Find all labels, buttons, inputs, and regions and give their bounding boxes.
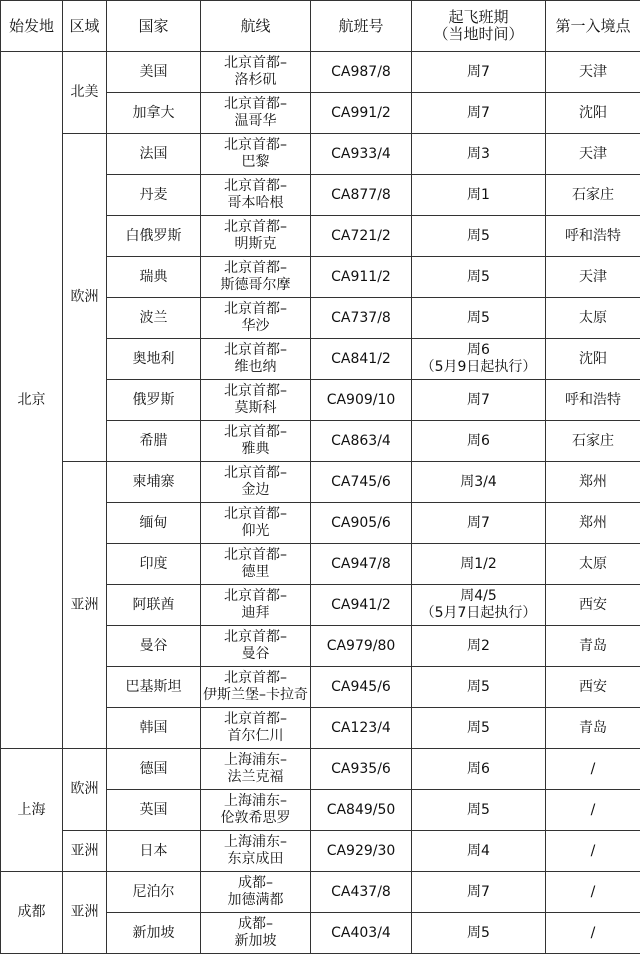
schedule-cell: [412, 339, 546, 380]
route-destination: 法兰克福: [201, 769, 310, 786]
flight-number-cell: CA403/4: [311, 913, 412, 954]
schedule-cell: [412, 626, 546, 667]
table-row: [1, 52, 640, 93]
header-schedule-line2: （当地时间）: [412, 26, 545, 43]
schedule-day: 周1: [412, 187, 545, 204]
schedule-cell: [412, 93, 546, 134]
header-flight: 航班号: [311, 1, 412, 52]
schedule-day: 周7: [412, 515, 545, 532]
route-destination: 曼谷: [201, 646, 310, 663]
table-row: [1, 831, 640, 872]
region-cell: 亚洲: [63, 462, 107, 749]
entry-point-cell: 太原: [546, 544, 640, 585]
route-destination: 温哥华: [201, 113, 310, 130]
entry-point-cell: /: [546, 872, 640, 913]
route-destination: 仰光: [201, 523, 310, 540]
flight-number-cell: CA979/80: [311, 626, 412, 667]
schedule-cell: [412, 134, 546, 175]
flight-number-cell: CA745/6: [311, 462, 412, 503]
route-origin: 上海浦东–: [201, 752, 310, 769]
entry-point-cell: 天津: [546, 134, 640, 175]
schedule-cell: [412, 831, 546, 872]
route-origin: 上海浦东–: [201, 834, 310, 851]
route-cell: [201, 339, 311, 380]
schedule-day: 周6: [412, 761, 545, 778]
table-row: [1, 134, 640, 175]
schedule-cell: [412, 257, 546, 298]
route-origin: 北京首都–: [201, 301, 310, 318]
region-cell: 欧洲: [63, 134, 107, 462]
entry-point-cell: /: [546, 831, 640, 872]
region-cell: 北美: [63, 52, 107, 134]
schedule-day: 周7: [412, 392, 545, 409]
country-cell: 曼谷: [107, 626, 201, 667]
route-cell: [201, 708, 311, 749]
route-cell: [201, 667, 311, 708]
route-origin: 成都–: [201, 875, 310, 892]
flight-number-cell: CA849/50: [311, 790, 412, 831]
route-destination: 东京成田: [201, 851, 310, 868]
schedule-note: （5月9日起执行）: [412, 359, 545, 376]
schedule-day: 周4: [412, 843, 545, 860]
route-origin: 北京首都–: [201, 342, 310, 359]
region-cell: 欧洲: [63, 749, 107, 831]
route-origin: 北京首都–: [201, 711, 310, 728]
flight-number-cell: CA945/6: [311, 667, 412, 708]
route-destination: 莫斯科: [201, 400, 310, 417]
route-cell: [201, 872, 311, 913]
route-cell: [201, 544, 311, 585]
entry-point-cell: /: [546, 790, 640, 831]
flight-number-cell: CA737/8: [311, 298, 412, 339]
table-row: [1, 872, 640, 913]
country-cell: 希腊: [107, 421, 201, 462]
entry-point-cell: 郑州: [546, 503, 640, 544]
schedule-cell: [412, 421, 546, 462]
route-cell: [201, 175, 311, 216]
schedule-cell: [412, 380, 546, 421]
route-origin: 北京首都–: [201, 96, 310, 113]
country-cell: 丹麦: [107, 175, 201, 216]
entry-point-cell: 沈阳: [546, 93, 640, 134]
route-cell: [201, 93, 311, 134]
region-cell: 亚洲: [63, 872, 107, 954]
header-country: 国家: [107, 1, 201, 52]
route-destination: 雅典: [201, 441, 310, 458]
route-origin: 北京首都–: [201, 178, 310, 195]
country-cell: 巴基斯坦: [107, 667, 201, 708]
schedule-cell: [412, 749, 546, 790]
country-cell: 缅甸: [107, 503, 201, 544]
flight-number-cell: CA909/10: [311, 380, 412, 421]
schedule-day: 周6: [412, 342, 545, 359]
origin-cell: 上海: [1, 749, 63, 872]
schedule-cell: [412, 298, 546, 339]
header-entry: 第一入境点: [546, 1, 640, 52]
entry-point-cell: 石家庄: [546, 175, 640, 216]
schedule-day: 周5: [412, 802, 545, 819]
region-cell: 亚洲: [63, 831, 107, 872]
schedule-cell: [412, 913, 546, 954]
header-route: 航线: [201, 1, 311, 52]
route-cell: [201, 585, 311, 626]
flight-number-cell: CA721/2: [311, 216, 412, 257]
route-cell: [201, 462, 311, 503]
route-destination: 维也纳: [201, 359, 310, 376]
schedule-day: 周2: [412, 638, 545, 655]
entry-point-cell: 郑州: [546, 462, 640, 503]
route-origin: 北京首都–: [201, 383, 310, 400]
route-origin: 北京首都–: [201, 629, 310, 646]
flight-number-cell: CA987/8: [311, 52, 412, 93]
country-cell: 尼泊尔: [107, 872, 201, 913]
route-destination: 伊斯兰堡–卡拉奇: [201, 687, 310, 704]
route-origin: 北京首都–: [201, 55, 310, 72]
route-cell: [201, 380, 311, 421]
route-origin: 北京首都–: [201, 424, 310, 441]
country-cell: 白俄罗斯: [107, 216, 201, 257]
schedule-day: 周1/2: [412, 556, 545, 573]
route-origin: 北京首都–: [201, 506, 310, 523]
entry-point-cell: 青岛: [546, 626, 640, 667]
schedule-day: 周5: [412, 269, 545, 286]
route-destination: 金边: [201, 482, 310, 499]
schedule-day: 周7: [412, 884, 545, 901]
flight-number-cell: CA863/4: [311, 421, 412, 462]
route-destination: 哥本哈根: [201, 195, 310, 212]
entry-point-cell: 青岛: [546, 708, 640, 749]
schedule-day: 周3: [412, 146, 545, 163]
flight-number-cell: CA935/6: [311, 749, 412, 790]
route-origin: 北京首都–: [201, 547, 310, 564]
route-cell: [201, 831, 311, 872]
flight-number-cell: CA933/4: [311, 134, 412, 175]
entry-point-cell: 石家庄: [546, 421, 640, 462]
schedule-cell: [412, 462, 546, 503]
route-origin: 北京首都–: [201, 260, 310, 277]
schedule-day: 周6: [412, 433, 545, 450]
country-cell: 新加坡: [107, 913, 201, 954]
schedule-cell: [412, 503, 546, 544]
route-destination: 新加坡: [201, 933, 310, 950]
flight-number-cell: CA929/30: [311, 831, 412, 872]
route-origin: 上海浦东–: [201, 793, 310, 810]
route-destination: 首尔仁川: [201, 728, 310, 745]
header-schedule: [412, 1, 546, 52]
route-destination: 迪拜: [201, 605, 310, 622]
country-cell: 加拿大: [107, 93, 201, 134]
route-destination: 德里: [201, 564, 310, 581]
flight-number-cell: CA437/8: [311, 872, 412, 913]
table-body: [1, 52, 640, 954]
route-origin: 北京首都–: [201, 588, 310, 605]
schedule-cell: [412, 708, 546, 749]
header-row: [1, 1, 640, 52]
schedule-day: 周5: [412, 679, 545, 696]
route-destination: 明斯克: [201, 236, 310, 253]
route-origin: 北京首都–: [201, 219, 310, 236]
schedule-cell: [412, 585, 546, 626]
entry-point-cell: /: [546, 749, 640, 790]
country-cell: 英国: [107, 790, 201, 831]
route-cell: [201, 257, 311, 298]
route-cell: [201, 503, 311, 544]
entry-point-cell: 呼和浩特: [546, 380, 640, 421]
route-origin: 成都–: [201, 916, 310, 933]
schedule-day: 周5: [412, 925, 545, 942]
route-cell: [201, 790, 311, 831]
route-cell: [201, 749, 311, 790]
route-destination: 华沙: [201, 318, 310, 335]
entry-point-cell: 天津: [546, 52, 640, 93]
origin-cell: 成都: [1, 872, 63, 954]
schedule-cell: [412, 790, 546, 831]
country-cell: 美国: [107, 52, 201, 93]
route-cell: [201, 913, 311, 954]
schedule-cell: [412, 544, 546, 585]
route-destination: 巴黎: [201, 154, 310, 171]
schedule-cell: [412, 175, 546, 216]
route-cell: [201, 421, 311, 462]
schedule-cell: [412, 667, 546, 708]
schedule-day: 周7: [412, 64, 545, 81]
route-cell: [201, 52, 311, 93]
schedule-cell: [412, 52, 546, 93]
route-destination: 斯德哥尔摩: [201, 277, 310, 294]
table-row: [1, 462, 640, 503]
country-cell: 韩国: [107, 708, 201, 749]
country-cell: 阿联酋: [107, 585, 201, 626]
route-cell: [201, 216, 311, 257]
schedule-cell: [412, 216, 546, 257]
entry-point-cell: 天津: [546, 257, 640, 298]
country-cell: 德国: [107, 749, 201, 790]
schedule-note: （5月7日起执行）: [412, 605, 545, 622]
entry-point-cell: 西安: [546, 667, 640, 708]
origin-cell: 北京: [1, 52, 63, 749]
flight-number-cell: CA841/2: [311, 339, 412, 380]
entry-point-cell: /: [546, 913, 640, 954]
schedule-day: 周7: [412, 105, 545, 122]
entry-point-cell: 沈阳: [546, 339, 640, 380]
entry-point-cell: 太原: [546, 298, 640, 339]
header-schedule-line1: 起飞班期: [412, 9, 545, 26]
route-origin: 北京首都–: [201, 137, 310, 154]
route-cell: [201, 134, 311, 175]
schedule-day: 周5: [412, 310, 545, 327]
flight-number-cell: CA991/2: [311, 93, 412, 134]
flight-number-cell: CA905/6: [311, 503, 412, 544]
schedule-day: 周5: [412, 228, 545, 245]
schedule-day: 周4/5: [412, 588, 545, 605]
flight-number-cell: CA911/2: [311, 257, 412, 298]
flight-number-cell: CA877/8: [311, 175, 412, 216]
schedule-day: 周5: [412, 720, 545, 737]
country-cell: 柬埔寨: [107, 462, 201, 503]
route-destination: 加德满都: [201, 892, 310, 909]
route-origin: 北京首都–: [201, 465, 310, 482]
route-cell: [201, 298, 311, 339]
country-cell: 瑞典: [107, 257, 201, 298]
route-cell: [201, 626, 311, 667]
flight-number-cell: CA941/2: [311, 585, 412, 626]
header-origin: 始发地: [1, 1, 63, 52]
schedule-day: 周3/4: [412, 474, 545, 491]
country-cell: 奥地利: [107, 339, 201, 380]
country-cell: 日本: [107, 831, 201, 872]
entry-point-cell: 呼和浩特: [546, 216, 640, 257]
route-destination: 伦敦希思罗: [201, 810, 310, 827]
schedule-cell: [412, 872, 546, 913]
country-cell: 印度: [107, 544, 201, 585]
route-origin: 北京首都–: [201, 670, 310, 687]
entry-point-cell: 西安: [546, 585, 640, 626]
flight-number-cell: CA947/8: [311, 544, 412, 585]
country-cell: 法国: [107, 134, 201, 175]
header-region: 区域: [63, 1, 107, 52]
table-row: [1, 749, 640, 790]
flight-number-cell: CA123/4: [311, 708, 412, 749]
country-cell: 俄罗斯: [107, 380, 201, 421]
route-destination: 洛杉矶: [201, 72, 310, 89]
country-cell: 波兰: [107, 298, 201, 339]
